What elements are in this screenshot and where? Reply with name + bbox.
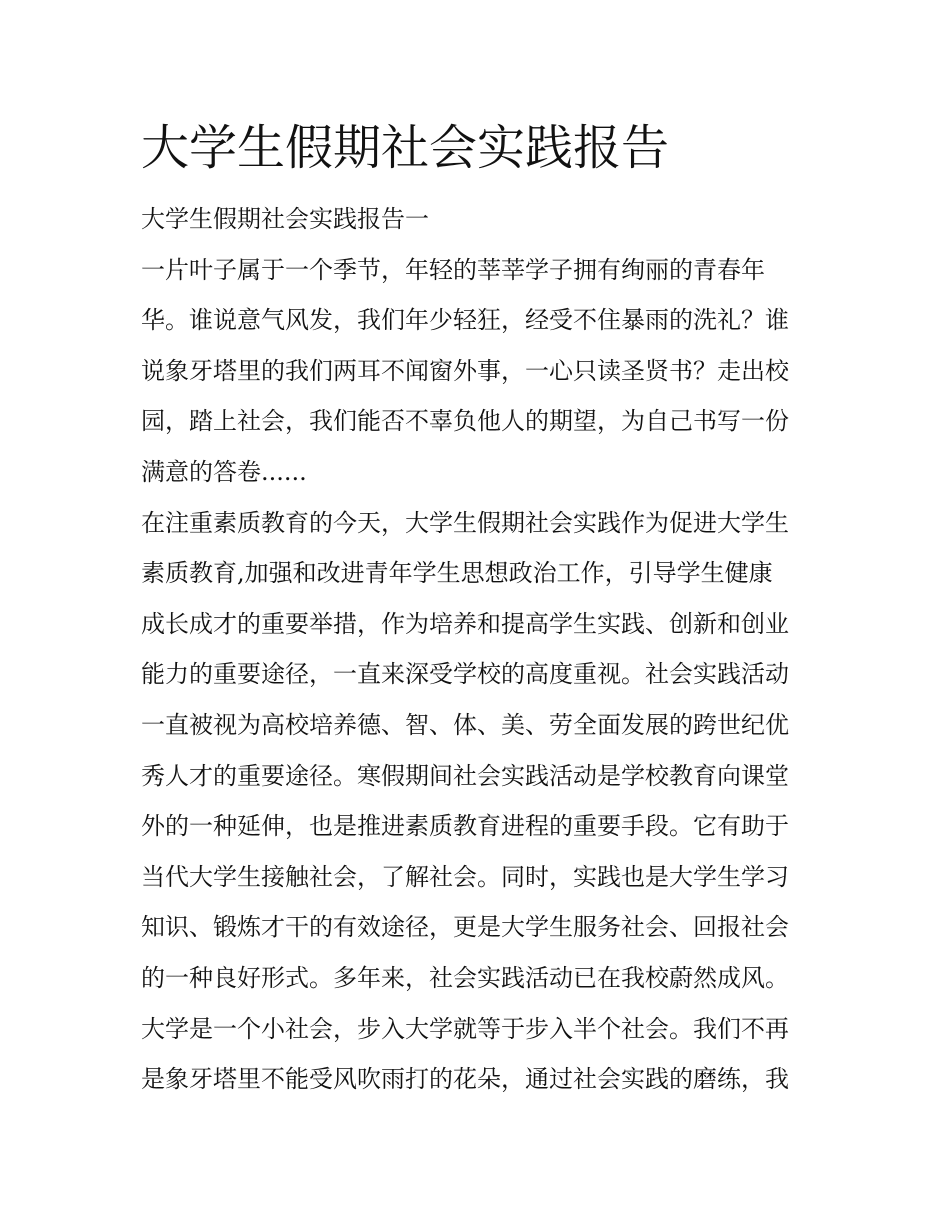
text-line: 是象牙塔里不能受风吹雨打的花朵，通过社会实践的磨练，我 <box>141 1065 789 1094</box>
text-line: 的一种良好形式。多年来，社会实践活动已在我校蔚然成风。 <box>141 963 789 992</box>
text-line: 秀人才的重要途径。寒假期间社会实践活动是学校教育向课堂 <box>141 761 789 790</box>
text-line: 在注重素质教育的今天，大学生假期社会实践作为促进大学生 <box>141 508 789 537</box>
text-line: 素质教育,加强和改进青年学生思想政治工作，引导学生健康 <box>141 559 773 588</box>
document-body <box>141 112 813 1105</box>
text-line: 园，踏上社会，我们能否不辜负他人的期望，为自己书写一份 <box>141 407 789 436</box>
text-line: 知识、锻炼才干的有效途径，更是大学生服务社会、回报社会 <box>141 913 789 942</box>
text-line: 华。谁说意气风发，我们年少轻狂，经受不住暴雨的洗礼？谁 <box>141 306 789 335</box>
text-line: 当代大学生接触社会，了解社会。同时，实践也是大学生学习 <box>141 862 789 891</box>
text-line: 能力的重要途径，一直来深受学校的高度重视。社会实践活动 <box>141 660 789 689</box>
document-title: 大学生假期社会实践报告 <box>141 120 670 176</box>
section-heading: 大学生假期社会实践报告一 <box>141 205 429 233</box>
text-line: 一直被视为高校培养德、智、体、美、劳全面发展的跨世纪优 <box>141 710 789 739</box>
text-line: 一片叶子属于一个季节，年轻的莘莘学子拥有绚丽的青春年 <box>141 255 765 284</box>
text-line: 大学是一个小社会，步入大学就等于步入半个社会。我们不再 <box>141 1014 789 1043</box>
text-line: 成长成才的重要举措，作为培养和提高学生实践、创新和创业 <box>141 609 789 638</box>
text-line: 说象牙塔里的我们两耳不闻窗外事，一心只读圣贤书？走出校 <box>141 356 789 385</box>
text-line: 外的一种延伸，也是推进素质教育进程的重要手段。它有助于 <box>141 812 789 841</box>
text-line: 满意的答卷...... <box>141 457 307 486</box>
